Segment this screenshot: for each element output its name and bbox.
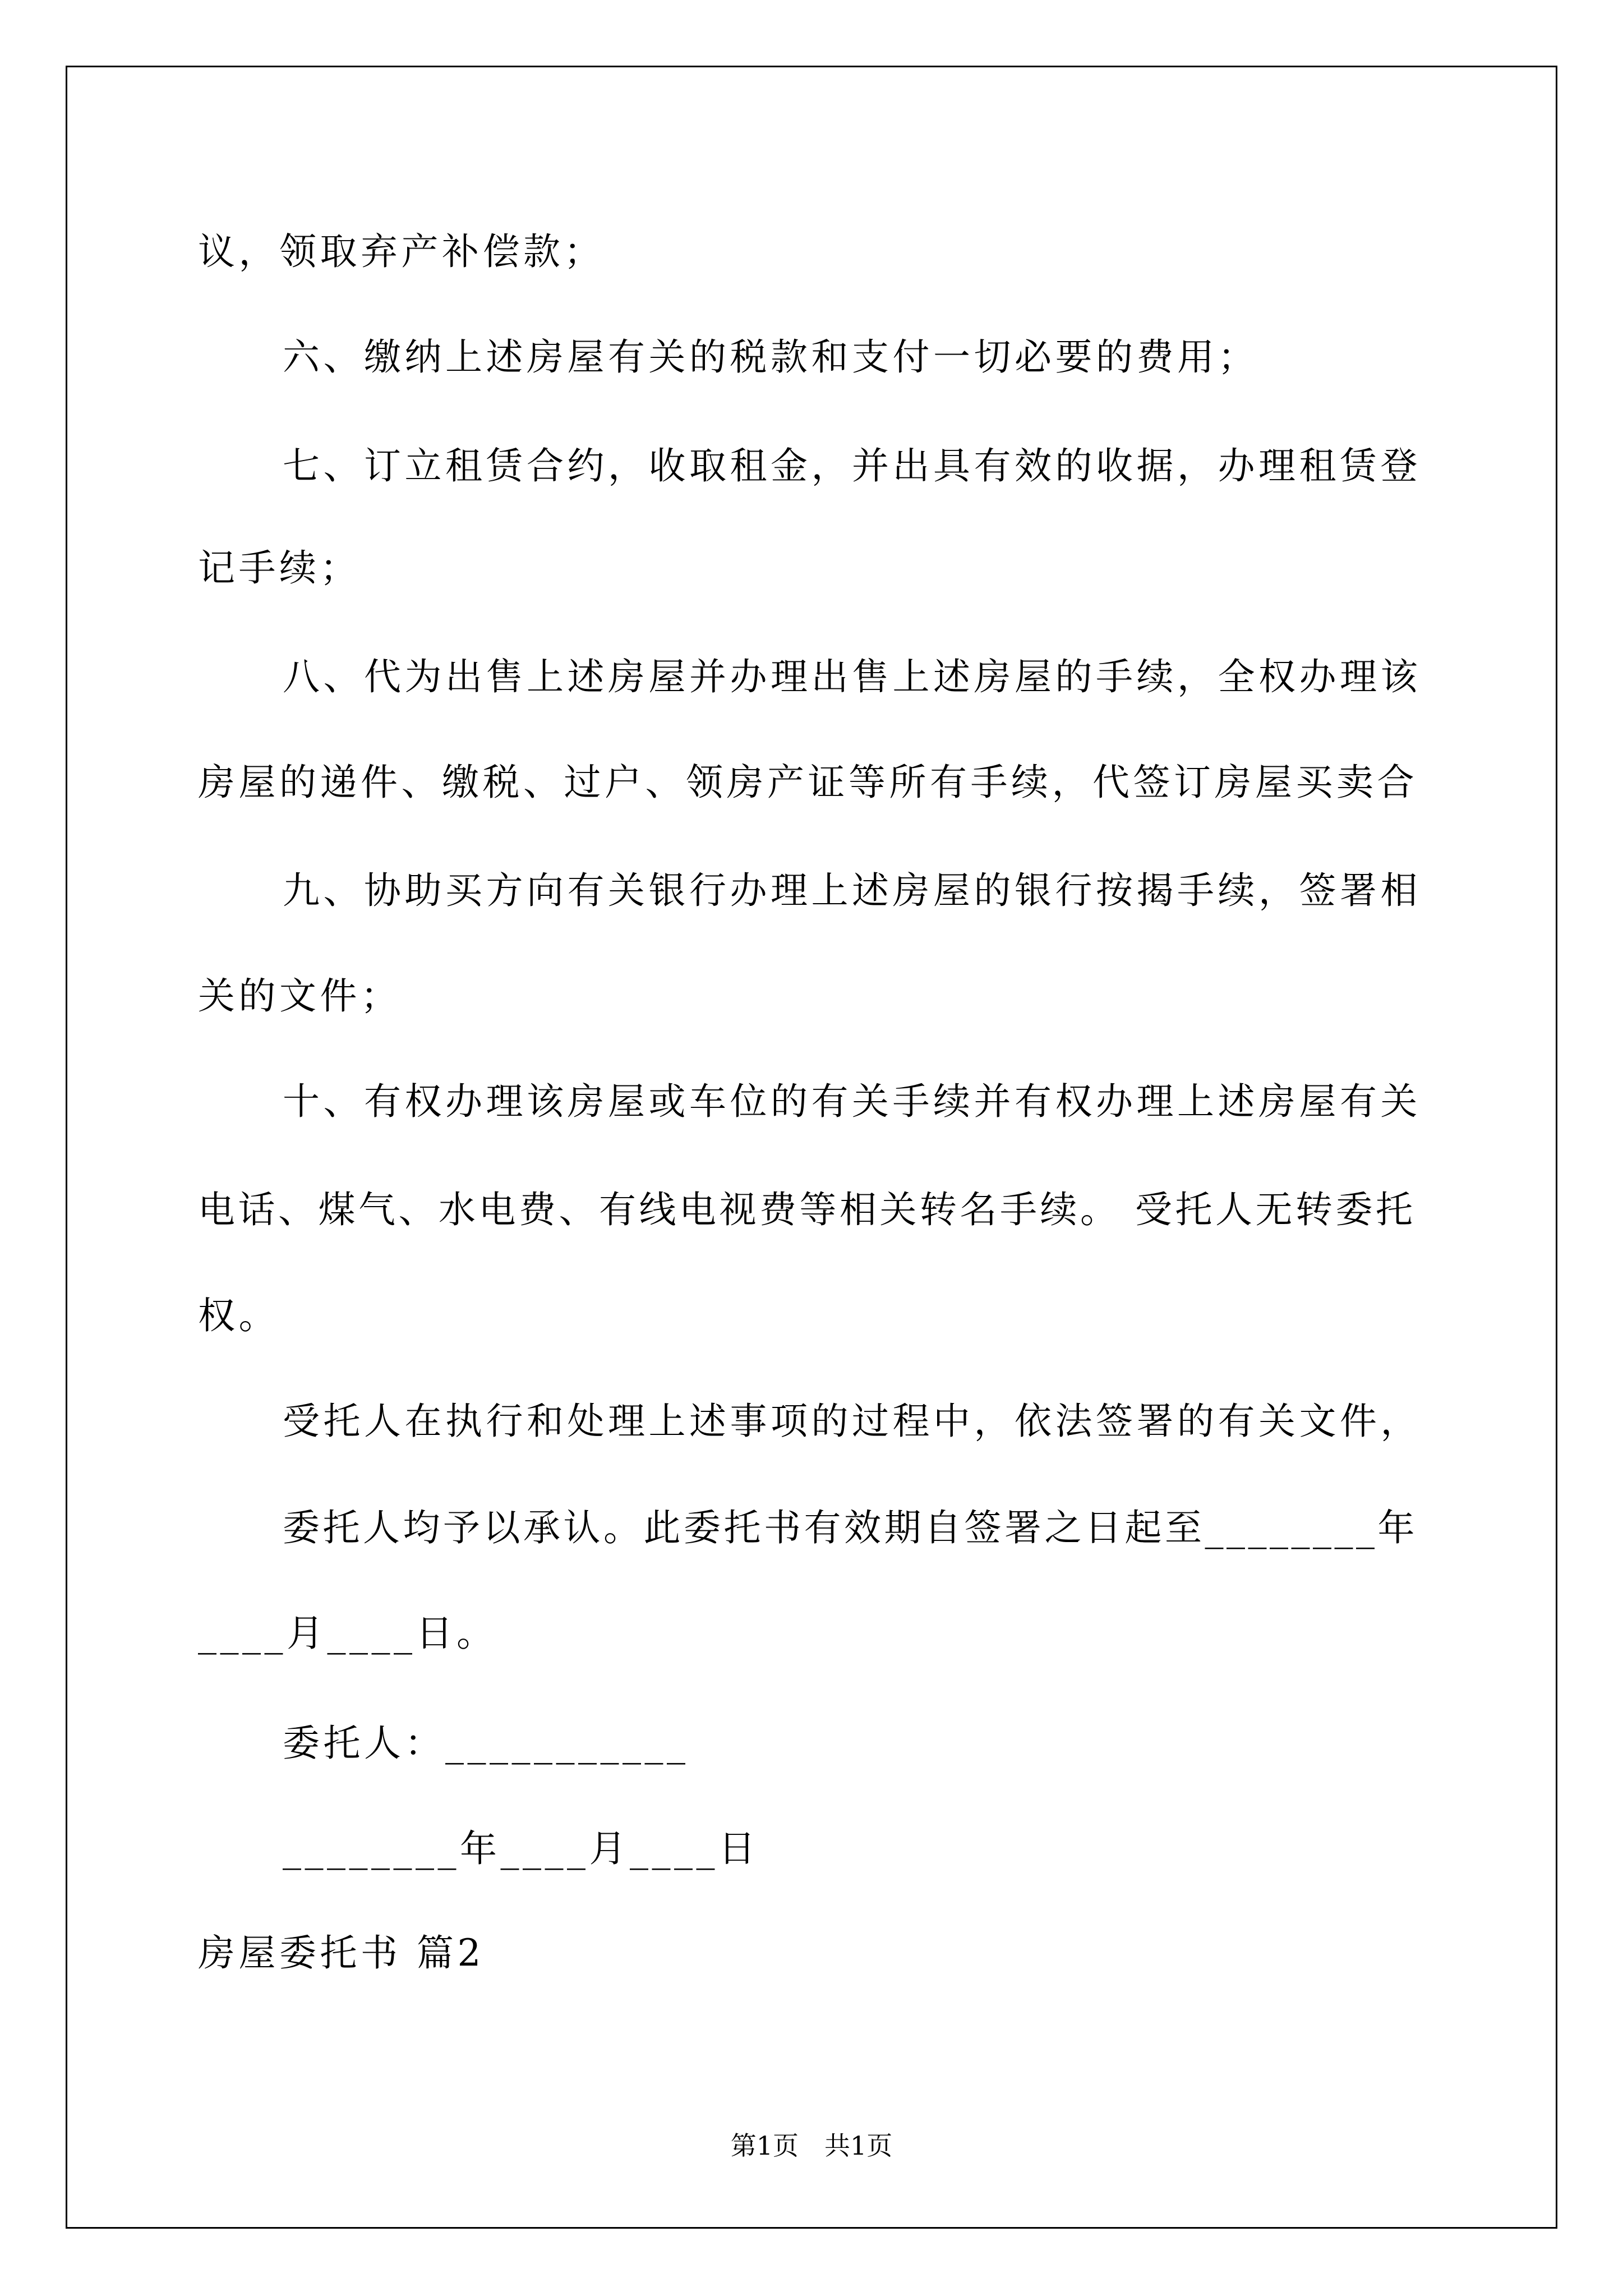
principal-signature-line: 委托人：___________: [283, 1722, 689, 1765]
paragraph-line: 权。: [198, 1294, 279, 1337]
paragraph-line: 受托人在执行和处理上述事项的过程中，依法签署的有关文件，: [283, 1400, 1421, 1443]
paragraph-item-10: 十、有权办理该房屋或车位的有关手续并有权办理上述房屋有关: [283, 1080, 1421, 1123]
validity-date-line: ____月____日。: [198, 1612, 497, 1655]
section-heading: 房屋委托书 篇2: [198, 1931, 485, 1975]
paragraph-line: 关的文件；: [198, 974, 402, 1018]
paragraph-line: 房屋的递件、缴税、过户、领房产证等所有手续，代签订房屋买卖合: [198, 761, 1418, 804]
paragraph-line: 电话、煤气、水电费、有线电视费等相关转名手续。 受托人无转委托: [198, 1188, 1416, 1231]
validity-line: 委托人均予以承认。此委托书有效期自签署之日起至________年: [283, 1506, 1418, 1549]
paragraph-item-8: 八、代为出售上述房屋并办理出售上述房屋的手续，全权办理该: [283, 655, 1421, 698]
page-footer: 第1页 共1页: [730, 2131, 893, 2161]
signature-date-line: ________年____月____日: [283, 1827, 759, 1870]
paragraph-item-6: 六、缴纳上述房屋有关的税款和支付一切必要的费用；: [283, 335, 1258, 379]
paragraph-item-9: 九、协助买方向有关银行办理上述房屋的银行按揭手续，签署相: [283, 869, 1421, 912]
paragraph-item-7: 七、订立租赁合约，收取租金，并出具有效的收据，办理租赁登: [283, 444, 1421, 487]
page-border: [66, 66, 1557, 2229]
paragraph-line: 议，领取弃产补偿款；: [198, 230, 605, 273]
paragraph-line: 记手续；: [198, 546, 361, 590]
